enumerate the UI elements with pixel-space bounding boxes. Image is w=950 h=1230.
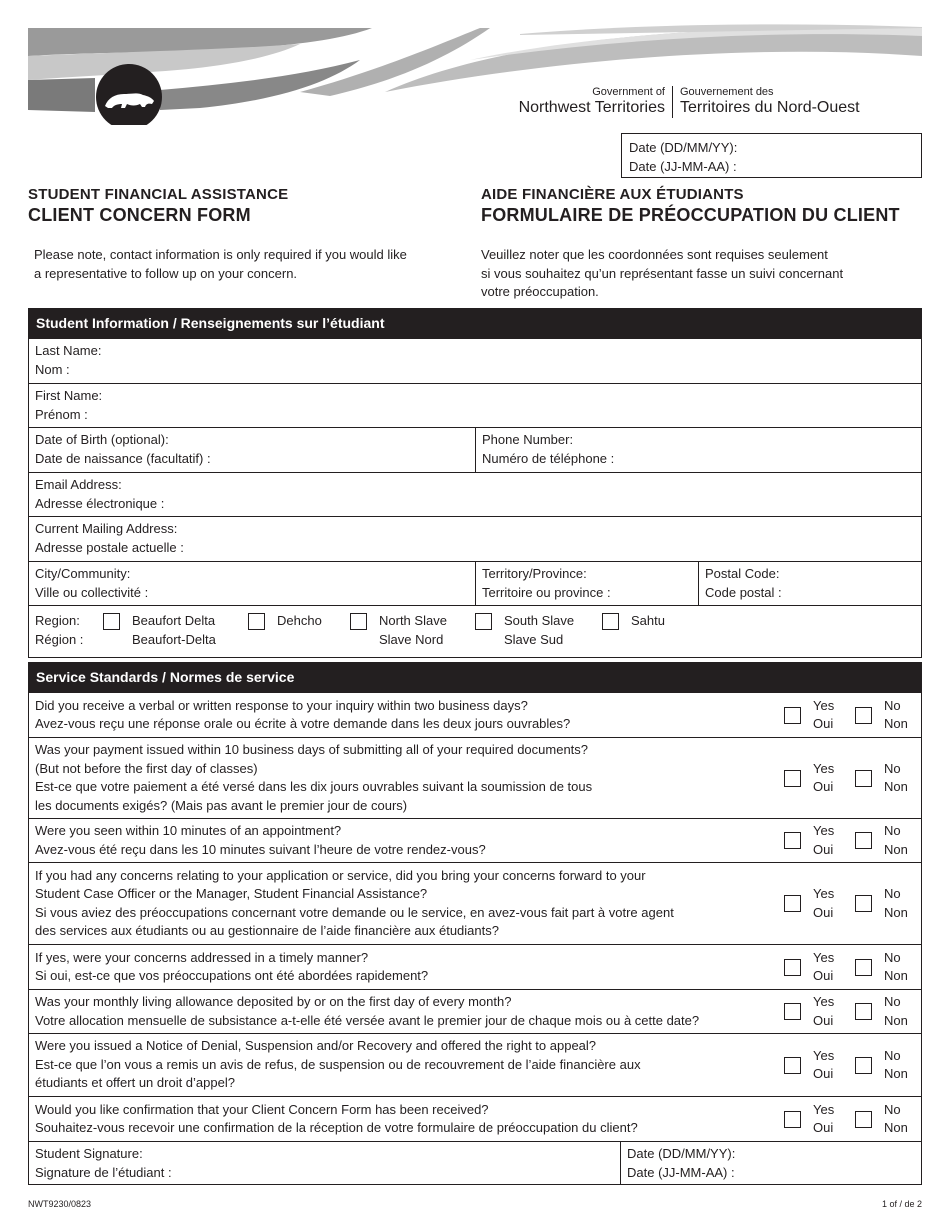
yes-checkbox[interactable]: [784, 707, 801, 724]
yes-label-fr: Oui: [813, 968, 834, 983]
territory-label-fr: Territoire ou province :: [482, 584, 611, 600]
mailing-address-field[interactable]: [29, 517, 921, 561]
question-text: [29, 819, 784, 862]
phone-label-en: Phone Number:: [482, 432, 574, 447]
yes-label: [813, 822, 834, 859]
yes-label-en: Yes: [813, 1101, 835, 1117]
title-en-main: CLIENT CONCERN FORM: [28, 205, 251, 225]
region-name-en: Sahtu: [631, 613, 665, 628]
no-label: [884, 697, 908, 734]
no-label-en: No: [884, 994, 901, 1009]
student-signature-field[interactable]: [29, 1142, 620, 1184]
no-label: [884, 760, 908, 797]
no-label-fr: Non: [884, 716, 908, 731]
no-label: [884, 822, 908, 859]
phone-label-fr: Numéro de téléphone :: [482, 450, 615, 466]
yes-checkbox[interactable]: [784, 895, 801, 912]
region-name-fr: Slave Sud: [504, 632, 564, 647]
question-line: Si oui, est-ce que vos préoccupations ont été abordées rapidement?: [35, 968, 429, 983]
form-code: NWT9230/0823: [28, 1199, 92, 1209]
signature-date-label-en: Date (DD/MM/YY):: [627, 1146, 736, 1161]
first-name-field[interactable]: [29, 384, 921, 427]
title-fr-sub: AIDE FINANCIÈRE AUX ÉTUDIANTS: [481, 186, 744, 203]
no-label-fr: Non: [884, 904, 908, 920]
question-text: [29, 1098, 784, 1141]
no-option[interactable]: [855, 885, 921, 922]
service-question-row: [29, 818, 921, 862]
signature-date-label-fr: Date (JJ-MM-AA) :: [627, 1164, 735, 1180]
form-date-field[interactable]: [621, 133, 922, 178]
no-label: [884, 1101, 908, 1138]
title-fr-main: FORMULAIRE DE PRÉOCCUPATION DU CLIENT: [481, 205, 900, 225]
date-label-en: Date (DD/MM/YY):: [629, 140, 738, 155]
question-text: [29, 1034, 784, 1096]
region-checkbox[interactable]: [350, 613, 367, 630]
yes-option[interactable]: [784, 760, 855, 797]
region-option-dehcho[interactable]: [248, 611, 350, 630]
first-name-row: [29, 383, 921, 427]
no-option[interactable]: [855, 1047, 921, 1084]
student-info-section: [28, 308, 922, 658]
note-french: [481, 246, 911, 302]
no-checkbox[interactable]: [855, 1057, 872, 1074]
no-checkbox[interactable]: [855, 959, 872, 976]
no-label-en: No: [884, 1047, 901, 1063]
no-checkbox[interactable]: [855, 1003, 872, 1020]
service-question-row: [29, 862, 921, 944]
region-option-sahtu[interactable]: [602, 611, 665, 630]
yes-label-en: Yes: [813, 994, 835, 1009]
no-label: [884, 993, 908, 1030]
region-checkbox[interactable]: [475, 613, 492, 630]
question-line: des services aux étudiants ou au gestionnaire de l’aide financière aux étudiants?: [35, 923, 499, 938]
gov-name-english: [519, 86, 665, 117]
last-name-label-fr: Nom :: [35, 361, 70, 377]
service-standards-section: [28, 662, 922, 1185]
question-text: [29, 694, 784, 737]
postal-label-en: Postal Code:: [705, 566, 780, 581]
region-name-en: Beaufort Delta: [132, 613, 216, 628]
question-text: [29, 946, 784, 989]
dob-phone-row: [29, 427, 921, 472]
region-checkbox[interactable]: [248, 613, 265, 630]
question-line: Were you issued a Notice of Denial, Suspension and/or Recovery and offered the right to appeal?: [35, 1038, 597, 1054]
region-option-north-slave[interactable]: [350, 611, 475, 649]
no-label-en: No: [884, 949, 901, 965]
no-label-fr: Non: [884, 841, 908, 857]
yes-label: [813, 760, 834, 797]
dob-field[interactable]: [29, 428, 475, 472]
yes-label-fr: Oui: [813, 904, 834, 920]
yes-option[interactable]: [784, 1047, 855, 1084]
student-info-heading: Student Information / Renseignements sur l’étudiant: [29, 309, 921, 338]
note-en-line: a representative to follow up on your concern.: [34, 265, 298, 281]
yes-option[interactable]: [784, 993, 855, 1030]
date-label-fr: Date (JJ-MM-AA) :: [629, 159, 737, 174]
service-question-row: [29, 692, 921, 737]
region-label-fr: Région :: [35, 632, 84, 647]
question-line: Avez-vous reçu une réponse orale ou écrite à votre demande dans les deux jours ouvrables?: [35, 716, 571, 731]
yes-label: [813, 993, 834, 1030]
no-checkbox[interactable]: [855, 1111, 872, 1128]
page-number: 1 of / de 2: [881, 1199, 922, 1209]
phone-field[interactable]: [475, 428, 921, 472]
question-line: Avez-vous été reçu dans les 10 minutes suivant l’heure de votre rendez-vous?: [35, 841, 486, 857]
region-row: [29, 605, 921, 657]
yes-label-fr: Oui: [813, 1066, 834, 1081]
last-name-row: [29, 338, 921, 383]
postal-label-fr: Code postal :: [705, 584, 782, 600]
no-label-en: No: [884, 760, 901, 776]
note-fr-line: Veuillez noter que les coordonnées sont requises seulement: [481, 247, 828, 262]
yes-label-en: Yes: [813, 823, 835, 838]
last-name-label-en: Last Name:: [35, 343, 102, 358]
signature-label-fr: Signature de l’étudiant :: [35, 1164, 172, 1180]
question-line: Would you like confirmation that your Client Concern Form has been received?: [35, 1101, 489, 1117]
last-name-field[interactable]: [29, 339, 921, 383]
region-label: [35, 611, 103, 649]
mailing-address-row: [29, 516, 921, 561]
yes-option[interactable]: [784, 1101, 855, 1138]
no-checkbox[interactable]: [855, 832, 872, 849]
question-line: (But not before the first day of classes): [35, 760, 258, 776]
region-option-beaufort-delta[interactable]: [103, 611, 248, 649]
signature-label-en: Student Signature:: [35, 1146, 143, 1161]
city-field[interactable]: [29, 562, 475, 605]
title-en-sub: STUDENT FINANCIAL ASSISTANCE: [28, 186, 289, 203]
question-line: Was your monthly living allowance deposited by or on the first day of every month?: [35, 994, 512, 1009]
no-label-en: No: [884, 1101, 901, 1117]
yes-checkbox[interactable]: [784, 1003, 801, 1020]
yes-label: [813, 1047, 834, 1084]
question-text: [29, 990, 784, 1033]
gov-divider: [672, 86, 673, 118]
no-option[interactable]: [855, 949, 921, 986]
note-en-line: Please note, contact information is only required if you would like: [34, 247, 407, 262]
no-option[interactable]: [855, 993, 921, 1030]
question-line: étudiants et offert un droit d’appel?: [35, 1075, 235, 1091]
yes-label-fr: Oui: [813, 841, 834, 857]
yes-label-fr: Oui: [813, 1120, 834, 1135]
question-text: [29, 864, 784, 944]
city-label-en: City/Community:: [35, 566, 131, 581]
question-line: If yes, were your concerns addressed in a timely manner?: [35, 949, 369, 965]
yes-label: [813, 697, 834, 734]
yes-checkbox[interactable]: [784, 1111, 801, 1128]
region-label-en: Region:: [35, 613, 80, 628]
yes-label-en: Yes: [813, 760, 835, 776]
service-question-row: [29, 989, 921, 1033]
service-standards-heading: Service Standards / Normes de service: [29, 663, 921, 692]
yes-label-en: Yes: [813, 886, 835, 901]
region-name-en: South Slave: [504, 613, 575, 628]
no-label-fr: Non: [884, 779, 908, 794]
no-label-fr: Non: [884, 1012, 908, 1028]
question-line: If you had any concerns relating to your application or service, did you bring your concerns forward to your: [35, 867, 646, 883]
note-fr-line: votre préoccupation.: [481, 284, 599, 299]
no-label-en: No: [884, 823, 901, 838]
no-option[interactable]: [855, 1101, 921, 1138]
gov-en-small: Government of: [592, 86, 665, 98]
postal-code-field[interactable]: [698, 562, 921, 605]
service-question-row: [29, 1096, 921, 1141]
no-checkbox[interactable]: [855, 770, 872, 787]
no-label: [884, 1047, 908, 1084]
note-english: [34, 246, 464, 283]
no-option[interactable]: [855, 697, 921, 734]
title-french: [481, 186, 900, 226]
yes-label-fr: Oui: [813, 779, 834, 794]
question-line: Was your payment issued within 10 business days of submitting all of your required documents?: [35, 742, 589, 757]
gov-en-big: Northwest Territories: [518, 99, 665, 116]
mailing-label-en: Current Mailing Address:: [35, 521, 178, 536]
no-label-fr: Non: [884, 1066, 908, 1081]
no-label-en: No: [884, 886, 901, 901]
yes-label-fr: Oui: [813, 1012, 834, 1028]
yes-label-en: Yes: [813, 949, 835, 965]
question-line: Souhaitez-vous recevoir une confirmation de la réception de votre formulaire de préoccupation du client?: [35, 1120, 638, 1135]
signature-date-field[interactable]: [620, 1142, 921, 1184]
question-line: Did you receive a verbal or written response to your inquiry within two business days?: [35, 697, 528, 713]
yes-option[interactable]: [784, 822, 855, 859]
no-label-fr: Non: [884, 1120, 908, 1135]
gov-name-french: [680, 86, 860, 117]
no-checkbox[interactable]: [855, 707, 872, 724]
yes-label-fr: Oui: [813, 716, 834, 731]
no-label-fr: Non: [884, 968, 908, 983]
yes-label-en: Yes: [813, 697, 835, 713]
service-question-row: [29, 737, 921, 818]
yes-label: [813, 949, 834, 986]
region-name-en: North Slave: [379, 613, 447, 628]
region-name-en: Dehcho: [277, 613, 322, 628]
yes-option[interactable]: [784, 949, 855, 986]
yes-label-en: Yes: [813, 1047, 835, 1063]
first-name-label-fr: Prénom :: [35, 406, 88, 422]
no-option[interactable]: [855, 760, 921, 797]
question-line: Si vous aviez des préoccupations concernant votre demande ou le service, en avez-vous fait part à votre agent: [35, 904, 674, 920]
yes-label: [813, 885, 834, 922]
no-checkbox[interactable]: [855, 895, 872, 912]
question-text: [29, 738, 784, 818]
no-label: [884, 885, 908, 922]
territory-label-en: Territory/Province:: [482, 566, 587, 581]
gov-fr-small: Gouvernement des: [680, 86, 774, 98]
service-question-row: [29, 1033, 921, 1096]
city-territory-postal-row: [29, 561, 921, 605]
territory-field[interactable]: [475, 562, 698, 605]
service-question-row: [29, 944, 921, 989]
email-label-fr: Adresse électronique :: [35, 495, 165, 511]
region-name-fr: Slave Nord: [379, 632, 444, 647]
question-line: Were you seen within 10 minutes of an appointment?: [35, 823, 342, 838]
yes-checkbox[interactable]: [784, 1057, 801, 1074]
yes-checkbox[interactable]: [784, 832, 801, 849]
no-label-en: No: [884, 697, 901, 713]
dob-label-en: Date of Birth (optional):: [35, 432, 169, 447]
region-name-fr: Beaufort-Delta: [132, 632, 216, 647]
question-line: Est-ce que votre paiement a été versé dans les dix jours ouvrables suivant la soumission de tous: [35, 779, 593, 794]
dob-label-fr: Date de naissance (facultatif) :: [35, 450, 211, 466]
region-checkbox[interactable]: [602, 613, 619, 630]
yes-checkbox[interactable]: [784, 770, 801, 787]
email-label-en: Email Address:: [35, 477, 122, 492]
city-label-fr: Ville ou collectivité :: [35, 584, 149, 600]
question-line: les documents exigés? (Mais pas avant le premier jour de cours): [35, 797, 408, 813]
first-name-label-en: First Name:: [35, 388, 103, 403]
region-checkbox[interactable]: [103, 613, 120, 630]
email-row: [29, 472, 921, 516]
yes-checkbox[interactable]: [784, 959, 801, 976]
question-line: Votre allocation mensuelle de subsistance a-t-elle été versée avant le premier jour de chaque mois ou à cette date?: [35, 1012, 700, 1028]
region-option-south-slave[interactable]: [475, 611, 602, 649]
note-fr-line: si vous souhaitez qu’un représentant fasse un suivi concernant: [481, 265, 844, 281]
question-line: Student Case Officer or the Manager, Student Financial Assistance?: [35, 886, 428, 901]
gov-fr-big: Territoires du Nord-Ouest: [680, 99, 860, 116]
signature-row: [29, 1141, 921, 1184]
yes-option[interactable]: [784, 697, 855, 734]
yes-option[interactable]: [784, 885, 855, 922]
no-label: [884, 949, 908, 986]
email-field[interactable]: [29, 473, 921, 516]
yes-label: [813, 1101, 834, 1138]
title-english: [28, 186, 288, 226]
mailing-label-fr: Adresse postale actuelle :: [35, 539, 184, 555]
no-option[interactable]: [855, 822, 921, 859]
question-line: Est-ce que l’on vous a remis un avis de refus, de suspension ou de recouvrement de l’aide financière aux: [35, 1056, 641, 1072]
